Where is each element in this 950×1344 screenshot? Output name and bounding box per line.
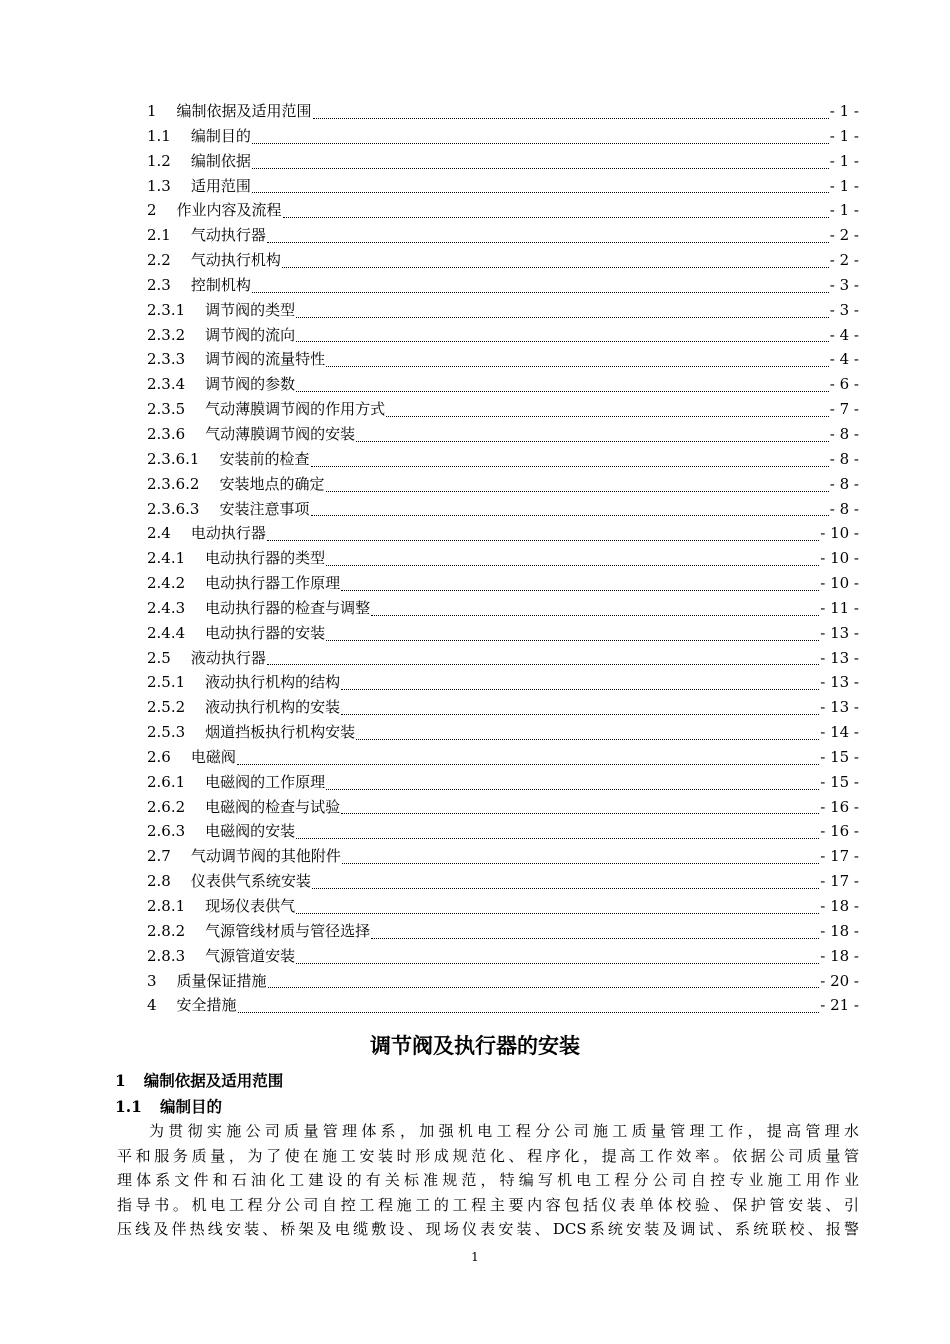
toc-entry-title: 编制依据	[190, 151, 251, 170]
toc-entry-page: - 16 -	[820, 797, 859, 816]
toc-entry-number: 2.5.1	[147, 673, 186, 692]
toc-dot-leader	[371, 597, 819, 616]
toc-entry-number: 2.7	[147, 847, 171, 866]
toc-dot-leader	[252, 274, 829, 293]
toc-entry[interactable]	[147, 571, 859, 596]
section-number: 1.1	[115, 1097, 142, 1116]
section-heading-1	[115, 1069, 283, 1091]
toc-entry[interactable]	[147, 273, 859, 298]
toc-entry[interactable]	[147, 993, 859, 1018]
toc-entry-number: 3	[147, 971, 157, 990]
toc-entry-page: - 10 -	[820, 574, 859, 593]
toc-entry[interactable]	[147, 670, 859, 695]
toc-entry[interactable]	[147, 919, 859, 944]
toc-entry-number: 2.3.6.3	[147, 499, 200, 518]
toc-dot-leader	[267, 224, 829, 243]
toc-entry-page: - 13 -	[820, 623, 859, 642]
toc-dot-leader	[326, 348, 829, 367]
toc-dot-leader	[326, 473, 829, 492]
toc-entry-number: 2.3	[147, 275, 171, 294]
toc-entry-number: 2.6.1	[147, 772, 186, 791]
toc-entry-page: - 21 -	[820, 996, 859, 1015]
toc-entry-page: - 13 -	[820, 648, 859, 667]
toc-entry-title: 气动薄膜调节阀的作用方式	[205, 400, 386, 419]
toc-entry-title: 烟道挡板执行机构安装	[205, 723, 356, 742]
toc-entry[interactable]	[147, 497, 859, 522]
toc-entry-number: 4	[147, 996, 157, 1015]
toc-entry-title: 适用范围	[190, 176, 251, 195]
toc-dot-leader	[371, 920, 819, 939]
toc-dot-leader	[326, 771, 819, 790]
paragraph-line: 平和服务质量，为了使在施工安装时形成规范化、程序化，提高工作效率。依据公司质量管	[117, 1146, 859, 1165]
toc-entry-number: 1	[147, 102, 157, 120]
toc-entry[interactable]	[147, 720, 859, 745]
toc-entry-number: 2.8.2	[147, 921, 186, 940]
toc-entry-page: - 8 -	[829, 449, 859, 468]
section-title: 编制依据及适用范围	[143, 1071, 284, 1090]
toc-dot-leader	[267, 522, 819, 541]
toc-entry-title: 作业内容及流程	[176, 201, 282, 220]
paragraph-line: 指导书。机电工程分公司自控工程施工的工程主要内容包括仪表单体校验、保护管安装、引	[117, 1195, 859, 1214]
toc-entry[interactable]	[147, 323, 859, 348]
toc-entry-number: 2.6.3	[147, 822, 186, 841]
toc-entry-title: 控制机构	[190, 275, 251, 294]
toc-entry-number: 2.3.6.1	[147, 449, 200, 468]
section-title: 编制目的	[159, 1097, 222, 1116]
toc-entry-title: 电动执行器的安装	[205, 623, 326, 642]
toc-entry-title: 调节阀的流量特性	[205, 350, 326, 369]
toc-dot-leader	[312, 870, 819, 889]
body-paragraph	[117, 1119, 859, 1242]
page-number: 1	[471, 1250, 479, 1264]
toc-entry[interactable]	[147, 596, 859, 621]
toc-entry[interactable]	[147, 447, 859, 472]
toc-entry-title: 调节阀的参数	[205, 375, 296, 394]
toc-dot-leader	[296, 323, 829, 342]
toc-entry-page: - 8 -	[829, 499, 859, 518]
toc-entry-title: 安装注意事项	[219, 499, 310, 518]
toc-entry-number: 2.4.4	[147, 623, 186, 642]
toc-entry-title: 气源管道安装	[205, 946, 296, 965]
toc-entry-page: - 18 -	[820, 946, 859, 965]
toc-entry-page: - 3 -	[829, 275, 859, 294]
table-of-contents	[147, 99, 859, 1018]
toc-entry[interactable]	[147, 894, 859, 919]
toc-entry[interactable]	[147, 944, 859, 969]
toc-dot-leader	[252, 150, 829, 169]
toc-entry[interactable]	[147, 198, 859, 223]
toc-entry[interactable]	[147, 124, 859, 149]
toc-entry-number: 2.3.5	[147, 400, 186, 419]
toc-entry[interactable]	[147, 397, 859, 422]
toc-entry-number: 1.3	[147, 176, 171, 195]
toc-dot-leader	[296, 820, 819, 839]
toc-dot-leader	[342, 845, 819, 864]
toc-entry-number: 2.4.2	[147, 574, 186, 593]
toc-dot-leader	[296, 945, 819, 964]
toc-entry-page: - 17 -	[820, 872, 859, 891]
toc-entry-number: 2.1	[147, 226, 171, 245]
toc-entry-title: 安装前的检查	[219, 449, 310, 468]
toc-entry[interactable]	[147, 969, 859, 994]
toc-entry[interactable]	[147, 298, 859, 323]
toc-entry-number: 2.5.3	[147, 723, 186, 742]
toc-entry-number: 2.3.4	[147, 375, 186, 394]
toc-entry-title: 电动执行器工作原理	[205, 574, 341, 593]
toc-entry-number: 2.8	[147, 872, 171, 891]
toc-dot-leader	[341, 572, 819, 591]
toc-entry-title: 液动执行机构的安装	[205, 698, 341, 717]
toc-entry-number: 1.1	[147, 126, 171, 145]
toc-entry[interactable]	[147, 223, 859, 248]
toc-entry[interactable]	[147, 795, 859, 820]
toc-entry[interactable]	[147, 546, 859, 571]
toc-entry-page: - 18 -	[820, 897, 859, 915]
toc-entry-page: - 10 -	[820, 524, 859, 543]
toc-entry-title: 电动执行器的检查与调整	[205, 598, 371, 617]
toc-entry-title: 液动执行机构的结构	[205, 673, 341, 692]
toc-entry[interactable]	[147, 248, 859, 273]
paragraph-line: 压线及伴热线安装、桥架及电缆敷设、现场仪表安装、DCS系统安装及调试、系统联校、报警	[117, 1220, 859, 1238]
toc-entry-number: 2.8.3	[147, 946, 186, 965]
toc-entry[interactable]	[147, 521, 859, 546]
toc-entry-number: 2.3.3	[147, 350, 186, 369]
toc-entry-title: 质量保证措施	[176, 971, 267, 990]
toc-dot-leader	[341, 671, 819, 690]
toc-dot-leader	[356, 721, 819, 740]
paragraph-line: 为贯彻实施公司质量管理体系，加强机电工程分公司施工质量管理工作，提高管理水	[149, 1122, 859, 1140]
toc-entry-page: - 10 -	[820, 549, 859, 568]
toc-entry-page: - 3 -	[829, 300, 859, 319]
toc-entry-number: 2.8.1	[147, 897, 186, 915]
toc-entry[interactable]	[147, 422, 859, 447]
toc-dot-leader	[283, 199, 829, 218]
toc-entry[interactable]	[147, 770, 859, 795]
toc-entry-page: - 1 -	[829, 126, 859, 145]
toc-entry[interactable]	[147, 99, 859, 124]
toc-dot-leader	[252, 174, 829, 193]
toc-entry-page: - 8 -	[829, 424, 859, 443]
toc-entry[interactable]	[147, 472, 859, 497]
toc-entry-page: - 1 -	[829, 102, 859, 120]
toc-entry-title: 气动薄膜调节阀的安装	[205, 424, 356, 443]
document-title: 调节阀及执行器的安装	[370, 1033, 580, 1058]
toc-entry-number: 2.5.2	[147, 698, 186, 717]
toc-dot-leader	[296, 895, 819, 914]
toc-entry-title: 气动执行机构	[190, 251, 281, 270]
toc-entry-number: 2.3.6.2	[147, 474, 200, 493]
toc-dot-leader	[356, 423, 829, 442]
toc-entry[interactable]	[147, 149, 859, 174]
toc-entry-page: - 2 -	[829, 226, 859, 245]
toc-entry[interactable]	[147, 844, 859, 869]
toc-entry-page: - 1 -	[829, 201, 859, 220]
toc-entry-number: 1.2	[147, 151, 171, 170]
toc-dot-leader	[238, 994, 820, 1013]
toc-entry-number: 2.4	[147, 524, 171, 543]
toc-entry[interactable]	[147, 819, 859, 844]
toc-entry-page: - 1 -	[829, 176, 859, 195]
toc-entry-page: - 15 -	[820, 772, 859, 791]
toc-entry-title: 气动调节阀的其他附件	[190, 847, 341, 866]
toc-entry-page: - 2 -	[829, 251, 859, 270]
toc-entry-title: 编制依据及适用范围	[176, 102, 312, 120]
toc-dot-leader	[267, 646, 819, 665]
toc-entry-title: 调节阀的流向	[205, 325, 296, 344]
toc-entry-title: 调节阀的类型	[205, 300, 296, 319]
toc-dot-leader	[386, 398, 829, 417]
toc-entry[interactable]	[147, 646, 859, 671]
toc-dot-leader	[311, 448, 829, 467]
toc-entry[interactable]	[147, 745, 859, 770]
toc-entry-title: 电磁阀的工作原理	[205, 772, 326, 791]
section-number: 1	[115, 1071, 126, 1090]
toc-entry-number: 2.4.1	[147, 549, 186, 568]
toc-entry-number: 2.3.1	[147, 300, 186, 319]
paragraph-line: 理体系文件和石油化工建设的有关标准规范，特编写机电工程分公司自控专业施工用作业	[117, 1171, 859, 1189]
toc-entry-title: 电磁阀的安装	[205, 822, 296, 841]
toc-entry-title: 电动执行器的类型	[205, 549, 326, 568]
toc-entry-title: 现场仪表供气	[205, 897, 296, 915]
toc-entry-page: - 11 -	[820, 598, 859, 617]
toc-dot-leader	[282, 249, 829, 268]
toc-entry-page: - 15 -	[820, 747, 859, 766]
toc-dot-leader	[252, 125, 829, 144]
toc-entry-title: 电磁阀	[190, 747, 236, 766]
toc-dot-leader	[237, 746, 819, 765]
toc-dot-leader	[326, 547, 819, 566]
toc-dot-leader	[311, 497, 829, 516]
toc-entry-title: 编制目的	[190, 126, 251, 145]
toc-entry[interactable]	[147, 621, 859, 646]
toc-entry-title: 电动执行器	[190, 524, 266, 543]
toc-entry[interactable]	[147, 869, 859, 894]
toc-entry-number: 2.3.6	[147, 424, 186, 443]
toc-dot-leader	[268, 969, 820, 988]
toc-entry-page: - 8 -	[829, 474, 859, 493]
toc-entry[interactable]	[147, 372, 859, 397]
toc-entry-number: 2	[147, 201, 157, 220]
toc-entry-page: - 4 -	[829, 325, 859, 344]
toc-entry-title: 液动执行器	[190, 648, 266, 667]
toc-entry[interactable]	[147, 174, 859, 199]
toc-entry-page: - 7 -	[829, 400, 859, 419]
toc-entry-page: - 20 -	[820, 971, 859, 990]
toc-entry-page: - 17 -	[820, 847, 859, 866]
toc-entry-number: 2.6	[147, 747, 171, 766]
toc-entry-page: - 13 -	[820, 673, 859, 692]
toc-entry-title: 仪表供气系统安装	[190, 872, 311, 891]
toc-dot-leader	[326, 622, 819, 641]
toc-dot-leader	[341, 696, 819, 715]
toc-entry-number: 2.4.3	[147, 598, 186, 617]
toc-dot-leader	[296, 299, 829, 318]
toc-dot-leader	[296, 373, 829, 392]
toc-entry-title: 气动执行器	[190, 226, 266, 245]
toc-entry[interactable]	[147, 695, 859, 720]
toc-entry-page: - 4 -	[829, 350, 859, 369]
toc-entry-page: - 13 -	[820, 698, 859, 717]
toc-entry-title: 安全措施	[176, 996, 237, 1015]
toc-dot-leader	[313, 100, 829, 119]
toc-entry-page: - 16 -	[820, 822, 859, 841]
toc-entry-page: - 14 -	[820, 723, 859, 742]
toc-entry-number: 2.3.2	[147, 325, 186, 344]
toc-entry-page: - 1 -	[829, 151, 859, 170]
toc-entry-number: 2.5	[147, 648, 171, 667]
toc-entry-title: 电磁阀的检查与试验	[205, 797, 341, 816]
toc-entry-title: 安装地点的确定	[219, 474, 325, 493]
toc-entry-number: 2.6.2	[147, 797, 186, 816]
section-heading-1-1	[115, 1095, 222, 1117]
toc-entry-page: - 18 -	[820, 921, 859, 940]
toc-dot-leader	[341, 795, 819, 814]
toc-entry[interactable]	[147, 347, 859, 372]
toc-entry-number: 2.2	[147, 251, 171, 270]
toc-entry-page: - 6 -	[829, 375, 859, 394]
toc-entry-title: 气源管线材质与管径选择	[205, 921, 371, 940]
